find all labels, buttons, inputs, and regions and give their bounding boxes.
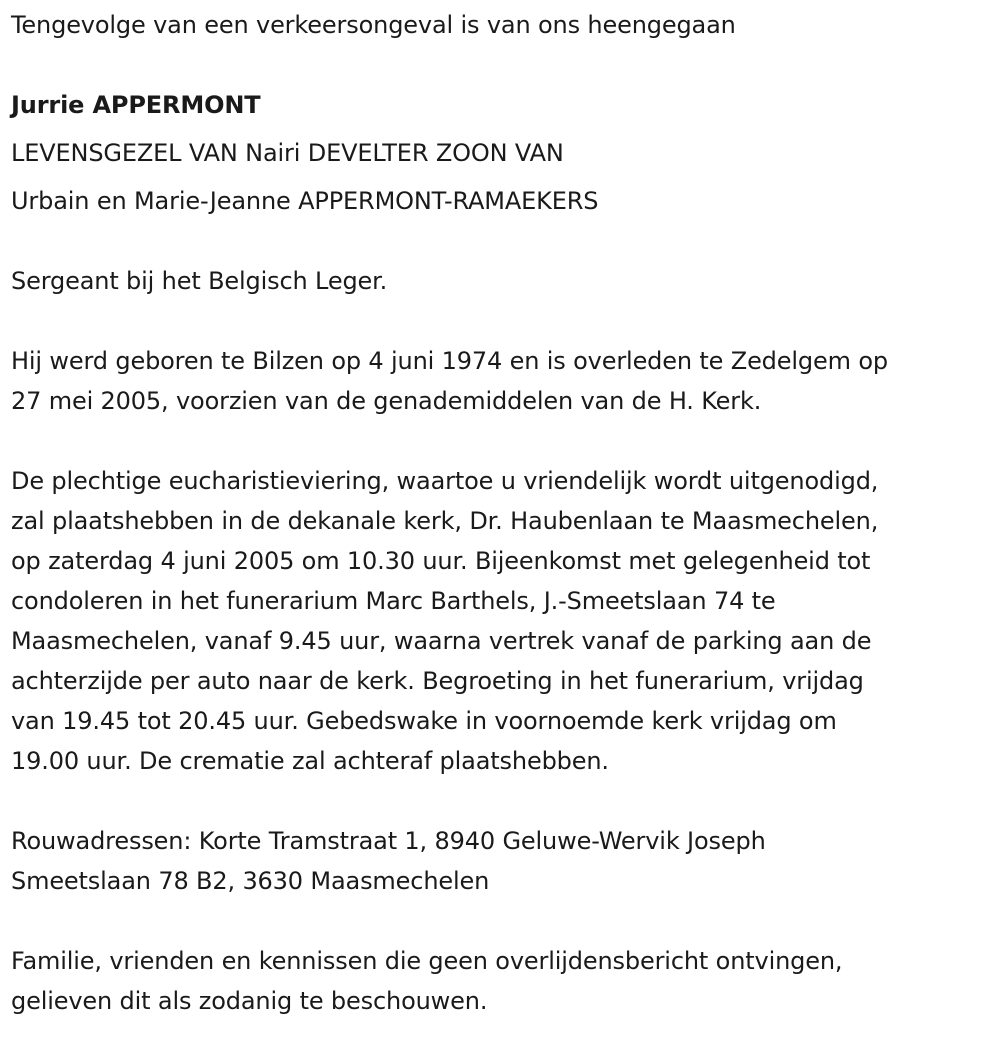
birth-death-line: 27 mei 2005, voorzien van de genademiddelen van de H. Kerk. <box>11 387 762 415</box>
ceremony-line: zal plaatshebben in de dekanale kerk, Dr. Haubenlaan te Maasmechelen, <box>11 507 879 535</box>
intro-text: Tengevolge van een verkeersongeval is van ons heengegaan <box>11 11 736 39</box>
ceremony-line: Maasmechelen, vanaf 9.45 uur, waarna vertrek vanaf de parking aan de <box>11 627 872 655</box>
relation-line: Urbain en Marie-Jeanne APPERMONT-RAMAEKERS <box>11 187 599 215</box>
address-line: Rouwadressen: Korte Tramstraat 1, 8940 Geluwe-Wervik Joseph <box>11 827 766 855</box>
deceased-name: Jurrie APPERMONT <box>11 91 261 119</box>
relation-line: LEVENSGEZEL VAN Nairi DEVELTER ZOON VAN <box>11 139 564 167</box>
rank-text: Sergeant bij het Belgisch Leger. <box>11 267 388 295</box>
ceremony-line: condoleren in het funerarium Marc Barthels, J.-Smeetslaan 74 te <box>11 587 776 615</box>
ceremony-line: 19.00 uur. De crematie zal achteraf plaatshebben. <box>11 747 609 775</box>
ceremony-line: op zaterdag 4 juni 2005 om 10.30 uur. Bijeenkomst met gelegenheid tot <box>11 547 871 575</box>
birth-death-line: Hij werd geboren te Bilzen op 4 juni 1974 en is overleden te Zedelgem op <box>11 347 888 375</box>
closing-line: Familie, vrienden en kennissen die geen overlijdensbericht ontvingen, <box>11 947 843 975</box>
ceremony-line: De plechtige eucharistieviering, waartoe u vriendelijk wordt uitgenodigd, <box>11 467 879 495</box>
ceremony-line: achterzijde per auto naar de kerk. Begroeting in het funerarium, vrijdag <box>11 667 864 695</box>
ceremony-line: van 19.45 tot 20.45 uur. Gebedswake in voornoemde kerk vrijdag om <box>11 707 837 735</box>
closing-line: gelieven dit als zodanig te beschouwen. <box>11 987 488 1015</box>
address-line: Smeetslaan 78 B2, 3630 Maasmechelen <box>11 867 490 895</box>
